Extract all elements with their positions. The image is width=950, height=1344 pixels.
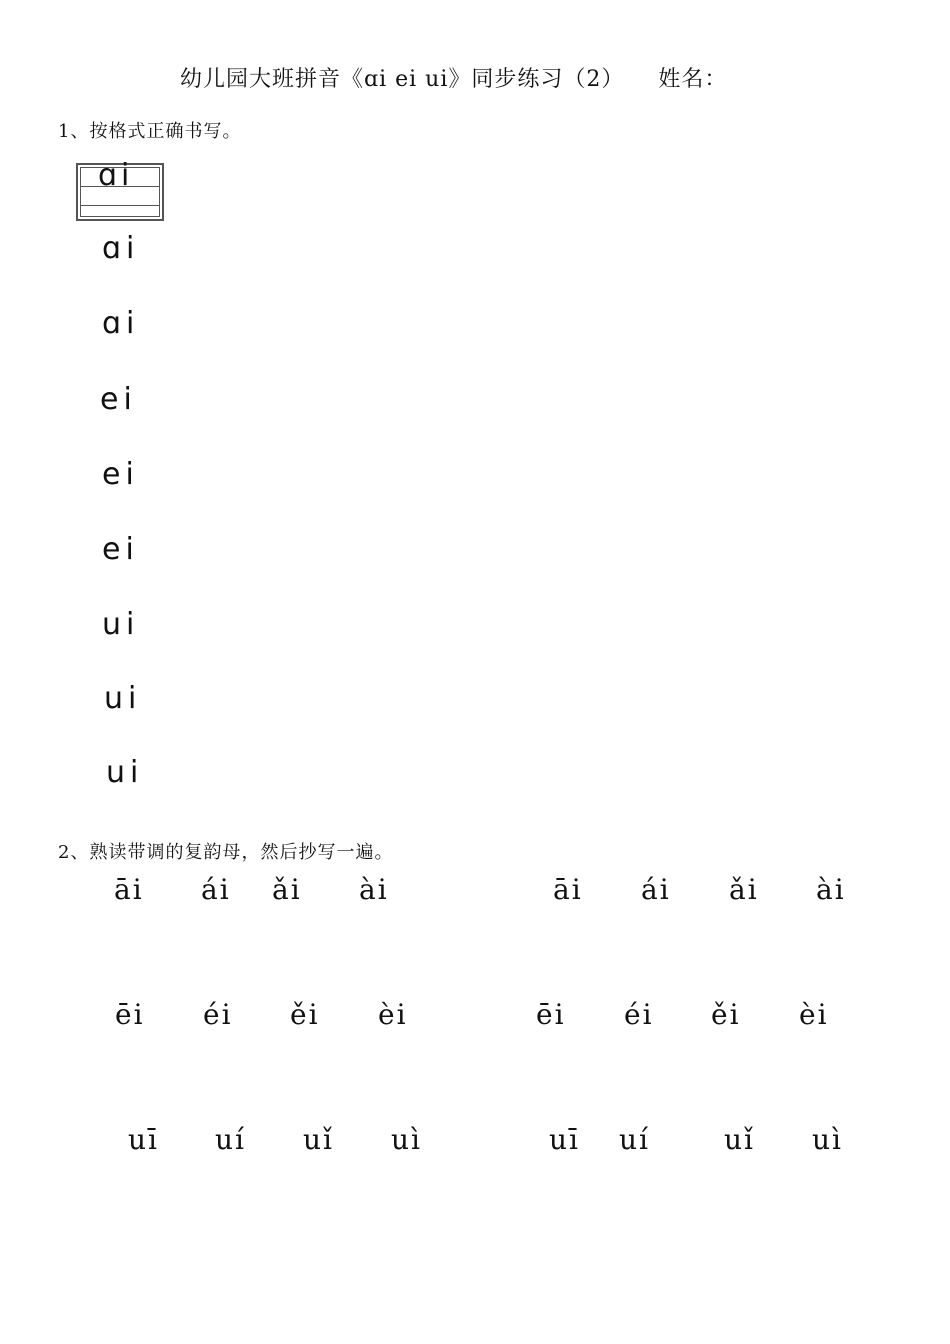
tone-syllable: ái [641, 873, 671, 906]
worksheet-title [180, 62, 727, 93]
tone-syllable: āi [114, 873, 144, 906]
tone-syllable: uǐ [303, 1123, 334, 1156]
name-label: 姓名： [658, 67, 728, 92]
tone-syllable: ēi [536, 998, 566, 1031]
tone-syllable: ǎi [729, 873, 759, 906]
tone-syllable: uì [391, 1123, 422, 1156]
tone-syllable: ài [816, 873, 846, 906]
tone-syllable: èi [799, 998, 829, 1031]
section-1-heading: 1、按格式正确书写。 [58, 121, 242, 142]
practice-syllable: ui [102, 607, 140, 642]
tone-syllable: uí [619, 1123, 650, 1156]
practice-syllable: ui [104, 681, 142, 716]
model-syllable: ɑi [98, 158, 134, 193]
practice-syllable: ei [100, 382, 137, 417]
tone-syllable: ǎi [272, 873, 302, 906]
practice-syllable: ɑi [102, 306, 140, 341]
practice-syllable: ei [102, 457, 139, 492]
tone-syllable: uǐ [724, 1123, 755, 1156]
tone-syllable: ài [359, 873, 389, 906]
tone-syllable: éi [203, 998, 233, 1031]
tone-syllable: ěi [711, 998, 741, 1031]
grid-line [81, 205, 159, 206]
four-line-grid [76, 158, 164, 221]
tone-syllable: uí [215, 1123, 246, 1156]
tone-syllable: ái [201, 873, 231, 906]
section-2-heading: 2、熟读带调的复韵母，然后抄写一遍。 [58, 842, 394, 863]
practice-syllable: ɑi [102, 231, 140, 266]
tone-syllable: ěi [290, 998, 320, 1031]
tone-syllable: uì [812, 1123, 843, 1156]
practice-syllable: ei [102, 532, 139, 567]
tone-syllable: uī [549, 1123, 580, 1156]
title-text: 幼儿园大班拼音《ɑi ei ui》同步练习（2） [180, 67, 625, 92]
tone-syllable: éi [624, 998, 654, 1031]
tone-syllable: èi [378, 998, 408, 1031]
tone-syllable: āi [553, 873, 583, 906]
tone-syllable: ēi [115, 998, 145, 1031]
practice-syllable: ui [106, 755, 144, 790]
tone-syllable: uī [128, 1123, 159, 1156]
